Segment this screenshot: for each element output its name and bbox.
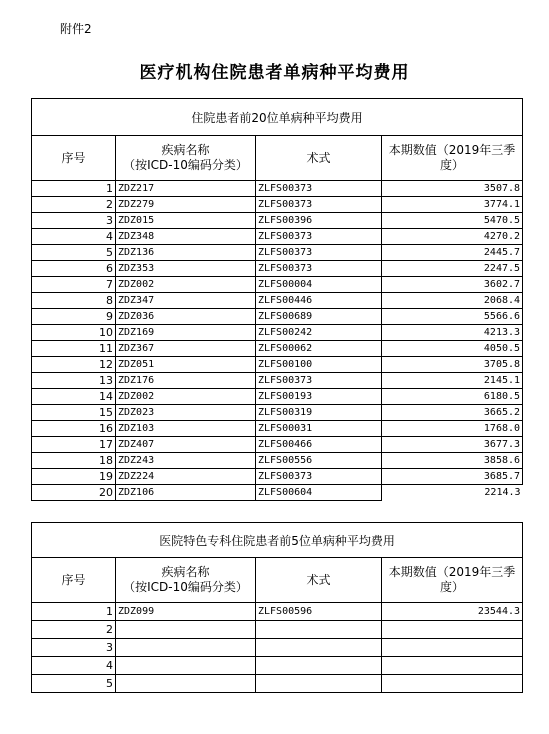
row-surgery-code: ZLFS00556 <box>256 453 382 469</box>
row-value: 4050.5 <box>382 341 523 357</box>
row-value: 3507.8 <box>382 181 523 197</box>
specialty-top5-cost-table <box>31 522 523 693</box>
table-row <box>32 325 523 341</box>
row-value: 4270.2 <box>382 229 523 245</box>
table-row <box>32 405 523 421</box>
row-value: 3665.2 <box>382 405 523 421</box>
row-value: 2214.3 <box>382 485 523 501</box>
row-seq: 13 <box>32 373 116 389</box>
col-header-value: 本期数值（2019年三季度） <box>382 136 523 181</box>
row-surgery-code: ZLFS00373 <box>256 229 382 245</box>
col-header-value: 本期数值（2019年三季度） <box>382 558 523 603</box>
row-value: 3858.6 <box>382 453 523 469</box>
row-seq: 4 <box>32 229 116 245</box>
table-row <box>32 277 523 293</box>
col-header-disease-line1: 疾病名称 <box>161 143 210 157</box>
row-seq: 17 <box>32 437 116 453</box>
row-seq: 15 <box>32 405 116 421</box>
table-row <box>32 639 523 657</box>
row-value <box>382 657 523 675</box>
row-seq: 18 <box>32 453 116 469</box>
attachment-label: 附件2 <box>60 22 92 36</box>
col-header-seq: 序号 <box>32 136 116 181</box>
row-surgery-code: ZLFS00596 <box>256 603 382 621</box>
row-value: 1768.0 <box>382 421 523 437</box>
row-value <box>382 675 523 693</box>
row-seq: 19 <box>32 469 116 485</box>
table-row <box>32 261 523 277</box>
row-surgery-code: ZLFS00373 <box>256 261 382 277</box>
table-row <box>32 437 523 453</box>
row-value: 3705.8 <box>382 357 523 373</box>
row-seq: 9 <box>32 309 116 325</box>
row-disease-code: ZDZ099 <box>116 603 256 621</box>
row-seq: 6 <box>32 261 116 277</box>
row-disease-code: ZDZ136 <box>116 245 256 261</box>
row-value: 3677.3 <box>382 437 523 453</box>
row-disease-code <box>116 657 256 675</box>
row-disease-code: ZDZ036 <box>116 309 256 325</box>
table-row <box>32 197 523 213</box>
row-surgery-code: ZLFS00062 <box>256 341 382 357</box>
row-surgery-code <box>256 639 382 657</box>
col-header-seq: 序号 <box>32 558 116 603</box>
table-row <box>32 421 523 437</box>
row-seq: 5 <box>32 675 116 693</box>
row-surgery-code: ZLFS00031 <box>256 421 382 437</box>
row-seq: 3 <box>32 213 116 229</box>
table-row <box>32 213 523 229</box>
row-seq: 7 <box>32 277 116 293</box>
row-surgery-code: ZLFS00689 <box>256 309 382 325</box>
row-seq: 10 <box>32 325 116 341</box>
row-disease-code: ZDZ243 <box>116 453 256 469</box>
row-seq: 8 <box>32 293 116 309</box>
row-value: 3685.7 <box>382 469 523 485</box>
row-value: 6180.5 <box>382 389 523 405</box>
row-disease-code: ZDZ023 <box>116 405 256 421</box>
table-row <box>32 675 523 693</box>
row-disease-code: ZDZ347 <box>116 293 256 309</box>
row-surgery-code: ZLFS00373 <box>256 245 382 261</box>
row-seq: 4 <box>32 657 116 675</box>
row-seq: 11 <box>32 341 116 357</box>
row-seq: 1 <box>32 603 116 621</box>
row-disease-code: ZDZ002 <box>116 389 256 405</box>
table-row <box>32 309 523 325</box>
row-value: 3602.7 <box>382 277 523 293</box>
table-row <box>32 341 523 357</box>
table-row <box>32 485 523 501</box>
table-row <box>32 657 523 675</box>
table-row <box>32 357 523 373</box>
row-surgery-code: ZLFS00373 <box>256 197 382 213</box>
row-disease-code: ZDZ353 <box>116 261 256 277</box>
row-seq: 2 <box>32 621 116 639</box>
row-seq: 16 <box>32 421 116 437</box>
row-value: 2247.5 <box>382 261 523 277</box>
row-disease-code: ZDZ106 <box>116 485 256 501</box>
row-value: 23544.3 <box>382 603 523 621</box>
row-surgery-code: ZLFS00466 <box>256 437 382 453</box>
col-header-disease-line2: （按ICD-10编码分类） <box>123 580 248 594</box>
col-header-surgery: 术式 <box>256 558 382 603</box>
table-row <box>32 229 523 245</box>
row-value: 3774.1 <box>382 197 523 213</box>
document-title: 医疗机构住院患者单病种平均费用 <box>139 63 410 83</box>
row-seq: 5 <box>32 245 116 261</box>
row-value: 5470.5 <box>382 213 523 229</box>
table-row <box>32 293 523 309</box>
row-seq: 12 <box>32 357 116 373</box>
table-row <box>32 621 523 639</box>
row-value: 2445.7 <box>382 245 523 261</box>
row-surgery-code: ZLFS00446 <box>256 293 382 309</box>
table-caption: 医院特色专科住院患者前5位单病种平均费用 <box>32 523 523 558</box>
row-surgery-code: ZLFS00373 <box>256 469 382 485</box>
row-surgery-code <box>256 675 382 693</box>
row-surgery-code: ZLFS00242 <box>256 325 382 341</box>
table-row <box>32 181 523 197</box>
col-header-disease <box>116 136 256 181</box>
row-disease-code: ZDZ224 <box>116 469 256 485</box>
row-value: 2145.1 <box>382 373 523 389</box>
col-header-disease-line1: 疾病名称 <box>161 565 210 579</box>
row-surgery-code: ZLFS00373 <box>256 181 382 197</box>
row-disease-code <box>116 675 256 693</box>
table-row <box>32 603 523 621</box>
row-surgery-code: ZLFS00319 <box>256 405 382 421</box>
table-row <box>32 389 523 405</box>
row-disease-code: ZDZ367 <box>116 341 256 357</box>
row-seq: 2 <box>32 197 116 213</box>
table-row <box>32 373 523 389</box>
row-surgery-code: ZLFS00100 <box>256 357 382 373</box>
col-header-disease-line2: （按ICD-10编码分类） <box>123 158 248 172</box>
table-row <box>32 245 523 261</box>
top20-cost-table <box>31 98 523 501</box>
table-row <box>32 469 523 485</box>
row-seq: 3 <box>32 639 116 657</box>
row-surgery-code: ZLFS00604 <box>256 485 382 501</box>
row-seq: 20 <box>32 485 116 501</box>
row-surgery-code: ZLFS00193 <box>256 389 382 405</box>
row-surgery-code <box>256 621 382 639</box>
row-disease-code: ZDZ407 <box>116 437 256 453</box>
row-disease-code: ZDZ348 <box>116 229 256 245</box>
row-seq: 1 <box>32 181 116 197</box>
row-disease-code <box>116 621 256 639</box>
row-disease-code: ZDZ051 <box>116 357 256 373</box>
row-disease-code: ZDZ176 <box>116 373 256 389</box>
col-header-disease <box>116 558 256 603</box>
row-disease-code: ZDZ002 <box>116 277 256 293</box>
row-surgery-code <box>256 657 382 675</box>
table-caption: 住院患者前20位单病种平均费用 <box>32 99 523 136</box>
row-disease-code: ZDZ217 <box>116 181 256 197</box>
row-value <box>382 621 523 639</box>
row-value <box>382 639 523 657</box>
row-disease-code: ZDZ015 <box>116 213 256 229</box>
row-surgery-code: ZLFS00396 <box>256 213 382 229</box>
row-disease-code: ZDZ169 <box>116 325 256 341</box>
row-value: 5566.6 <box>382 309 523 325</box>
row-disease-code: ZDZ103 <box>116 421 256 437</box>
row-value: 2068.4 <box>382 293 523 309</box>
row-seq: 14 <box>32 389 116 405</box>
row-surgery-code: ZLFS00004 <box>256 277 382 293</box>
row-value: 4213.3 <box>382 325 523 341</box>
row-surgery-code: ZLFS00373 <box>256 373 382 389</box>
table-row <box>32 453 523 469</box>
col-header-surgery: 术式 <box>256 136 382 181</box>
row-disease-code: ZDZ279 <box>116 197 256 213</box>
row-disease-code <box>116 639 256 657</box>
